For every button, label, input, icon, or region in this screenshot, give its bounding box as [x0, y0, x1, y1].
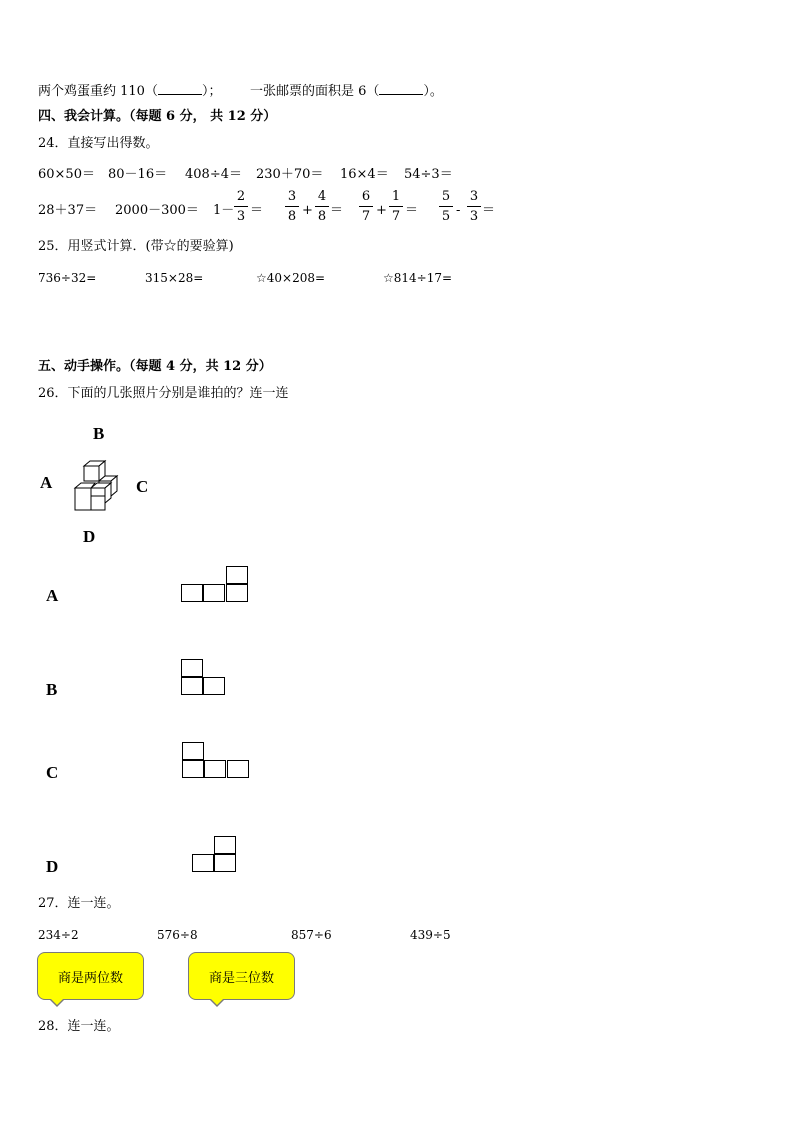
bubble-tail — [50, 1000, 64, 1007]
equals-sign: ＝ — [405, 203, 419, 218]
cube-stack-figure — [66, 458, 122, 516]
plus-sign: + — [376, 203, 387, 218]
q24-expr-3: 408÷4＝ — [185, 167, 242, 182]
denominator: 8 — [287, 209, 297, 224]
view-b-square — [181, 677, 203, 695]
q24-expr-8: 2000－300＝ — [115, 203, 199, 218]
bubble-tail — [210, 1000, 224, 1007]
q24-expr-1: 60×50＝ — [38, 167, 95, 182]
q24-expr-6: 54÷3＝ — [404, 167, 453, 182]
denominator: 8 — [317, 209, 327, 224]
view-c-square — [182, 742, 204, 760]
numerator: 3 — [467, 189, 481, 207]
q25-item-2: 315×28= — [145, 271, 204, 285]
view-d-square — [214, 836, 236, 854]
numerator: 1 — [389, 189, 403, 207]
view-b-square — [203, 677, 225, 695]
equals-sign: ＝ — [250, 203, 264, 218]
view-a-square — [226, 566, 248, 584]
view-c-square — [204, 760, 226, 778]
plus-sign: + — [302, 203, 313, 218]
q24-expr-2: 80－16＝ — [108, 167, 168, 182]
q25-item-1: 736÷32= — [38, 271, 97, 285]
bubble-label: 商是两位数 — [57, 970, 123, 986]
q26-title: 26．下面的几张照片分别是谁拍的？连一连 — [38, 386, 289, 401]
fraction-5-5 — [439, 189, 453, 225]
numerator: 4 — [315, 189, 329, 207]
fraction-4-8 — [315, 189, 329, 225]
section-5-title: 五、动手操作。（每题 4 分，共 12 分） — [38, 359, 272, 374]
q24-title: 24．直接写出得数。 — [38, 136, 159, 151]
fraction-6-7 — [359, 189, 373, 225]
q25-item-4: ☆814÷17= — [383, 271, 453, 285]
denominator: 5 — [441, 209, 451, 224]
egg-text: 两个鸡蛋重约 110（ — [38, 84, 158, 99]
section-4-title: 四、我会计算。（每题 6 分， 共 12 分） — [38, 109, 277, 124]
observer-c: C — [136, 477, 149, 496]
q27-expr-3: 857÷6 — [291, 928, 332, 942]
q24-expr-5: 16×4＝ — [340, 167, 389, 182]
stamp-area-question — [250, 83, 443, 100]
fraction-2-3 — [234, 189, 248, 225]
stamp-answer-blank[interactable] — [379, 83, 423, 95]
view-label-d: D — [46, 857, 59, 876]
view-d-square — [192, 854, 214, 872]
three-digit-quotient-bubble[interactable] — [188, 952, 295, 1000]
stamp-close: ）。 — [423, 84, 443, 99]
bubble-label: 商是三位数 — [208, 970, 274, 986]
q24-frac-expr-1-lead: 1－ — [213, 203, 235, 218]
denominator: 7 — [391, 209, 401, 224]
denominator: 7 — [361, 209, 371, 224]
egg-close: ）； — [201, 84, 222, 99]
q27-title: 27．连一连。 — [38, 896, 120, 911]
view-a-square — [226, 584, 248, 602]
fraction-1-7 — [389, 189, 403, 225]
equals-sign: ＝ — [330, 203, 344, 218]
view-a-square — [203, 584, 225, 602]
egg-answer-blank[interactable] — [158, 83, 202, 95]
observer-a: A — [40, 473, 53, 492]
denominator: 3 — [469, 209, 479, 224]
equals-sign: ＝ — [482, 203, 496, 218]
q27-expr-1: 234÷2 — [38, 928, 79, 942]
view-label-a: A — [46, 586, 59, 605]
numerator: 3 — [285, 189, 299, 207]
q25-item-3: ☆40×208= — [256, 271, 326, 285]
observer-d: D — [83, 527, 96, 546]
observer-b: B — [93, 424, 105, 443]
view-label-b: B — [46, 680, 58, 699]
view-b-square — [181, 659, 203, 677]
denominator: 3 — [236, 209, 246, 224]
q24-expr-4: 230＋70＝ — [256, 167, 324, 182]
numerator: 6 — [359, 189, 373, 207]
view-label-c: C — [46, 763, 59, 782]
two-digit-quotient-bubble[interactable] — [37, 952, 144, 1000]
q28-title: 28．连一连。 — [38, 1019, 120, 1034]
fraction-3-8 — [285, 189, 299, 225]
q25-title: 25．用竖式计算．(带☆的要验算) — [38, 239, 234, 254]
minus-sign: - — [456, 203, 461, 218]
numerator: 2 — [234, 189, 248, 207]
egg-weight-question — [38, 83, 221, 100]
numerator: 5 — [439, 189, 453, 207]
q27-expr-4: 439÷5 — [410, 928, 451, 942]
fraction-3-3 — [467, 189, 481, 225]
view-c-square — [182, 760, 204, 778]
q24-expr-7: 28＋37＝ — [38, 203, 98, 218]
view-a-square — [181, 584, 203, 602]
q27-expr-2: 576÷8 — [157, 928, 198, 942]
view-c-square — [227, 760, 249, 778]
view-d-square — [214, 854, 236, 872]
stamp-text: 一张邮票的面积是 6（ — [250, 84, 380, 99]
